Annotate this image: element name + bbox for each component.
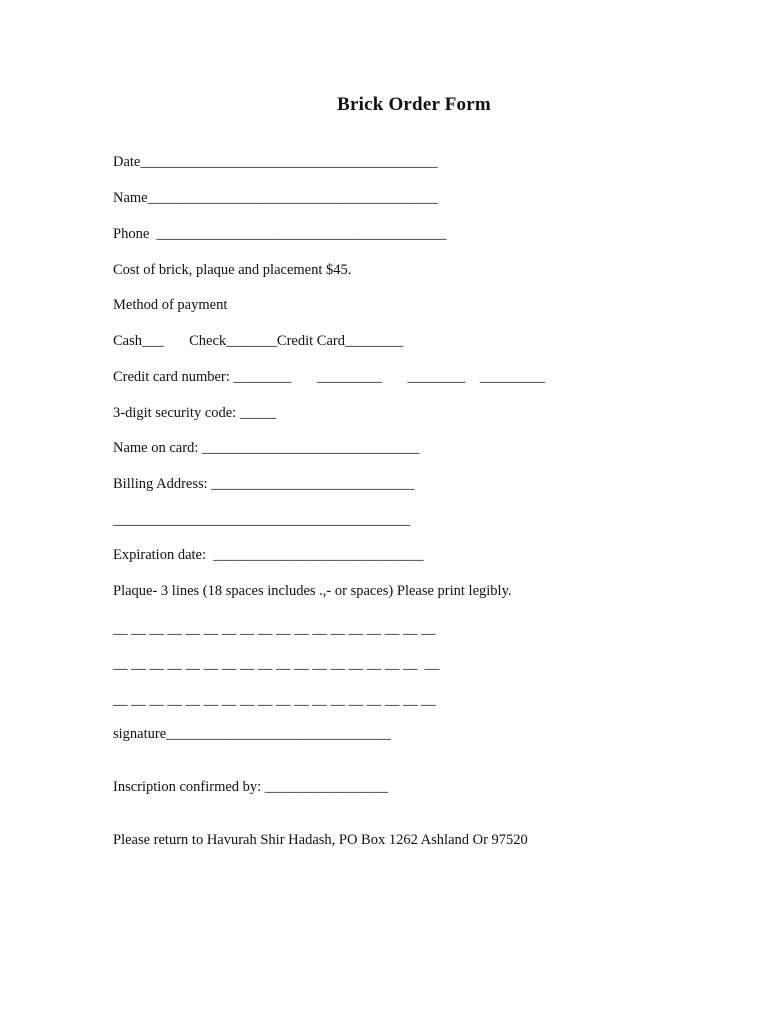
signature-line: signature_______________________________ bbox=[113, 726, 391, 742]
phone-line: Phone ________________________________________ bbox=[113, 226, 447, 242]
security-code-line: 3-digit security code: _____ bbox=[113, 405, 277, 421]
plaque-instructions-line: Plaque- 3 lines (18 spaces includes .,- or spaces) Please print legibly. bbox=[113, 583, 512, 599]
cost-line: Cost of brick, plaque and placement $45. bbox=[113, 262, 352, 278]
expiration-date-line: Expiration date: _____________________________ bbox=[113, 547, 424, 563]
return-address-line: Please return to Havurah Shir Hadash, PO Box 1262 Ashland Or 97520 bbox=[113, 832, 528, 848]
plaque-line-3: __ __ __ __ __ __ __ __ __ __ __ __ __ __ __ __ __ __ bbox=[113, 692, 436, 708]
name-on-card-line: Name on card: ______________________________ bbox=[113, 440, 420, 456]
inscription-confirmed-line: Inscription confirmed by: _________________ bbox=[113, 779, 389, 795]
name-line: Name________________________________________ bbox=[113, 190, 438, 206]
date-line: Date_________________________________________ bbox=[113, 154, 438, 170]
payment-options-line: Cash___ Check_______Credit Card________ bbox=[113, 333, 403, 349]
billing-address-line: Billing Address: ____________________________ bbox=[113, 476, 415, 492]
plaque-line-1: __ __ __ __ __ __ __ __ __ __ __ __ __ __ __ __ __ __ bbox=[113, 621, 436, 637]
form-title: Brick Order Form bbox=[337, 94, 491, 115]
credit-card-number-line: Credit card number: ________ _________ ________ _________ bbox=[113, 369, 546, 385]
method-of-payment-line: Method of payment bbox=[113, 297, 228, 313]
plaque-line-2: __ __ __ __ __ __ __ __ __ __ __ __ __ __ __ __ __ __ bbox=[113, 656, 440, 672]
billing-address-second-line: _________________________________________ bbox=[113, 512, 411, 528]
